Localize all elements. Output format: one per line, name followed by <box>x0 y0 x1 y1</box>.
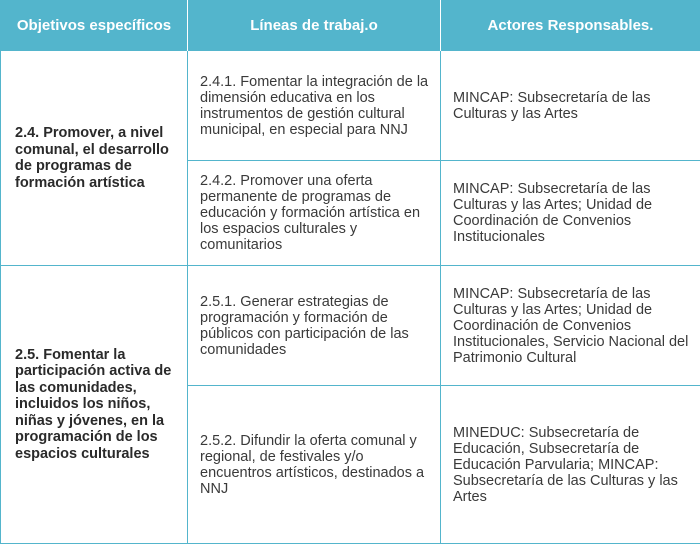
table-header-row <box>1 0 700 51</box>
actors-cell: MINCAP: Subsecretaría de las Culturas y las Artes; Unidad de Coordinación de Convenios Institucionales <box>441 161 700 266</box>
actors-cell: MINCAP: Subsecretaría de las Culturas y las Artes <box>441 51 700 161</box>
actors-cell: MINCAP: Subsecretaría de las Culturas y las Artes; Unidad de Coordinación de Convenios Institucionales, Servicio Nacional del Patrimonio Cultural <box>441 266 700 386</box>
objective-cell: 2.5. Fomentar la participación activa de las comunidades, incluidos los niños, niñas y jóvenes, en la programación de los espacios culturales <box>1 266 188 544</box>
table-row <box>1 266 700 386</box>
work-line-cell: 2.5.1. Generar estrategias de programación y formación de públicos con participación de las comunidades <box>188 266 441 386</box>
header-actors: Actores Responsables. <box>441 0 700 51</box>
objective-cell: 2.4. Promover, a nivel comunal, el desarrollo de programas de formación artística <box>1 51 188 266</box>
work-line-cell: 2.4.2. Promover una oferta permanente de programas de educación y formación artística en los espacios culturales y comunitarios <box>188 161 441 266</box>
table-row <box>1 51 700 161</box>
header-objectives: Objetivos específicos <box>1 0 188 51</box>
actors-cell: MINEDUC: Subsecretaría de Educación, Subsecretaría de Educación Parvularia; MINCAP: Subsecretaría de las Culturas y las Artes <box>441 386 700 544</box>
header-lines: Líneas de trabaj.o <box>188 0 441 51</box>
work-line-cell: 2.5.2. Difundir la oferta comunal y regional, de festivales y/o encuentros artísticos, destinados a NNJ <box>188 386 441 544</box>
work-line-cell: 2.4.1. Fomentar la integración de la dimensión educativa en los instrumentos de gestión cultural municipal, en especial para NNJ <box>188 51 441 161</box>
